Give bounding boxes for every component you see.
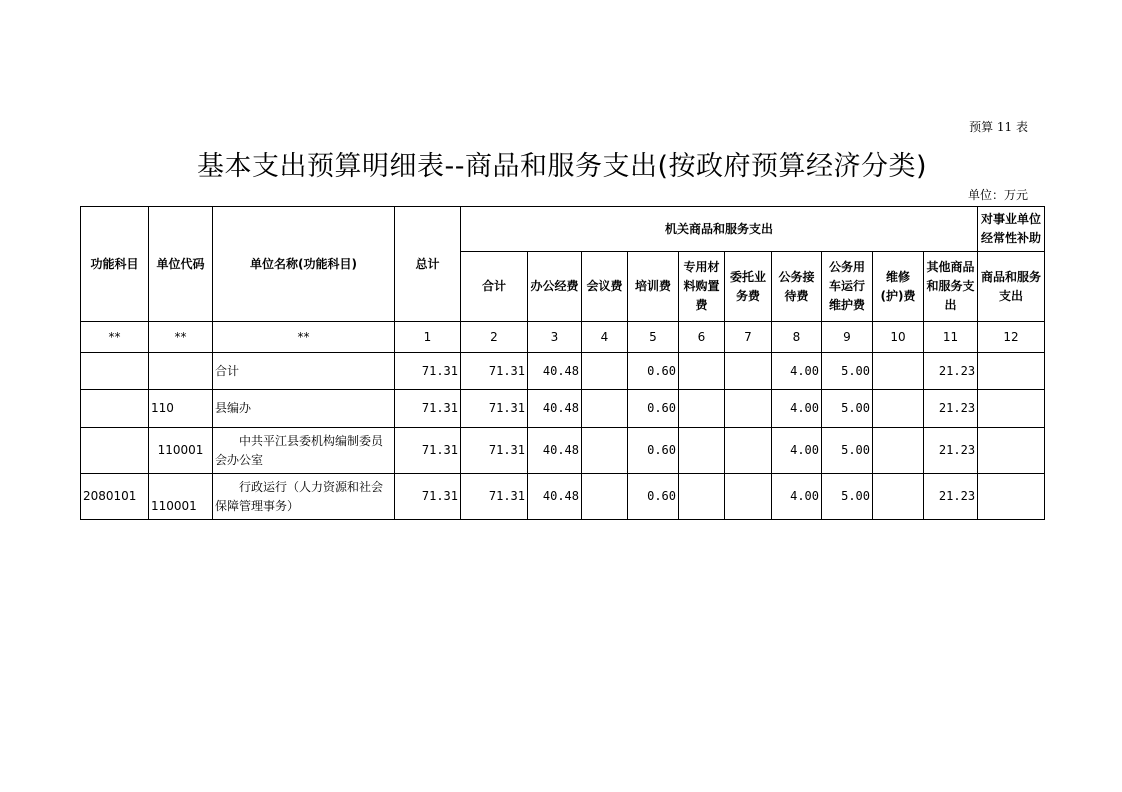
index-cell: 10 xyxy=(873,322,924,353)
cell-name: 合计 xyxy=(213,353,395,390)
cell-value xyxy=(725,428,772,474)
cell-value xyxy=(725,390,772,428)
cell-value: 40.48 xyxy=(528,474,582,520)
table-row xyxy=(81,428,1045,474)
cell-value: 71.31 xyxy=(461,428,528,474)
header-unit-name: 单位名称(功能科目) xyxy=(213,207,395,322)
header-col: 会议费 xyxy=(582,252,628,322)
cell-func: 2080101 xyxy=(81,474,149,520)
index-cell: 11 xyxy=(924,322,978,353)
unit-label: 单位：万元 xyxy=(967,188,1028,202)
cell-value: 21.23 xyxy=(924,474,978,520)
cell-value: 4.00 xyxy=(772,353,822,390)
cell-value: 71.31 xyxy=(461,353,528,390)
cell-value xyxy=(873,390,924,428)
index-cell: 12 xyxy=(978,322,1045,353)
cell-value: 71.31 xyxy=(461,390,528,428)
index-cell: ** xyxy=(149,322,213,353)
index-cell: 1 xyxy=(395,322,461,353)
cell-value xyxy=(873,353,924,390)
cell-value: 71.31 xyxy=(395,474,461,520)
cell-func xyxy=(81,353,149,390)
cell-name: 中共平江县委机构编制委员会办公室 xyxy=(213,428,395,474)
cell-func xyxy=(81,428,149,474)
cell-value xyxy=(978,390,1045,428)
cell-value: 40.48 xyxy=(528,428,582,474)
index-cell: ** xyxy=(81,322,149,353)
cell-code: 110001 xyxy=(149,474,213,520)
cell-value: 21.23 xyxy=(924,428,978,474)
cell-name: 县编办 xyxy=(213,390,395,428)
cell-value xyxy=(873,474,924,520)
header-col: 维修(护)费 xyxy=(873,252,924,322)
index-cell: 9 xyxy=(822,322,873,353)
cell-code: 110 xyxy=(149,390,213,428)
budget-table xyxy=(80,206,1045,520)
cell-value: 4.00 xyxy=(772,428,822,474)
cell-value: 0.60 xyxy=(628,428,679,474)
cell-value: 0.60 xyxy=(628,474,679,520)
cell-value: 40.48 xyxy=(528,390,582,428)
index-row xyxy=(81,322,1045,353)
table-row xyxy=(81,353,1045,390)
cell-value: 5.00 xyxy=(822,474,873,520)
header-row-1 xyxy=(81,207,1045,252)
header-col: 公务用车运行维护费 xyxy=(822,252,873,322)
header-func-subject: 功能科目 xyxy=(81,207,149,322)
cell-value xyxy=(582,474,628,520)
cell-name: 行政运行（人力资源和社会保障管理事务） xyxy=(213,474,395,520)
cell-value: 0.60 xyxy=(628,353,679,390)
cell-value: 71.31 xyxy=(461,474,528,520)
cell-value: 21.23 xyxy=(924,390,978,428)
cell-value: 4.00 xyxy=(772,474,822,520)
header-subsidy-top: 对事业单位经常性补助 xyxy=(978,207,1045,252)
index-cell: 2 xyxy=(461,322,528,353)
cell-value: 71.31 xyxy=(395,428,461,474)
cell-value xyxy=(679,390,725,428)
header-col: 培训费 xyxy=(628,252,679,322)
page-title: 基本支出预算明细表--商品和服务支出(按政府预算经济分类) xyxy=(196,151,928,182)
cell-value xyxy=(978,474,1045,520)
header-col: 委托业务费 xyxy=(725,252,772,322)
header-col: 专用材料购置费 xyxy=(679,252,725,322)
header-col: 办公经费 xyxy=(528,252,582,322)
form-number: 预算 11 表 xyxy=(969,120,1028,134)
cell-value xyxy=(582,353,628,390)
cell-value xyxy=(725,474,772,520)
index-cell: 5 xyxy=(628,322,679,353)
index-cell: 8 xyxy=(772,322,822,353)
header-col: 合计 xyxy=(461,252,528,322)
cell-value: 21.23 xyxy=(924,353,978,390)
index-cell: 4 xyxy=(582,322,628,353)
cell-value: 5.00 xyxy=(822,353,873,390)
header-group: 机关商品和服务支出 xyxy=(461,207,978,252)
cell-value xyxy=(725,353,772,390)
cell-value xyxy=(582,428,628,474)
header-subsidy-bottom: 商品和服务支出 xyxy=(978,252,1045,322)
cell-value xyxy=(582,390,628,428)
cell-value: 0.60 xyxy=(628,390,679,428)
header-unit-code: 单位代码 xyxy=(149,207,213,322)
cell-value: 5.00 xyxy=(822,390,873,428)
header-total: 总计 xyxy=(395,207,461,322)
cell-value xyxy=(679,474,725,520)
table-row xyxy=(81,390,1045,428)
cell-value xyxy=(978,353,1045,390)
cell-value: 40.48 xyxy=(528,353,582,390)
cell-value xyxy=(679,428,725,474)
cell-value xyxy=(679,353,725,390)
cell-value: 71.31 xyxy=(395,390,461,428)
header-col: 公务接待费 xyxy=(772,252,822,322)
cell-value xyxy=(873,428,924,474)
index-cell: 7 xyxy=(725,322,772,353)
cell-code xyxy=(149,353,213,390)
cell-code: 110001 xyxy=(149,428,213,474)
index-cell: ** xyxy=(213,322,395,353)
cell-value: 4.00 xyxy=(772,390,822,428)
cell-value: 71.31 xyxy=(395,353,461,390)
header-col: 其他商品和服务支出 xyxy=(924,252,978,322)
cell-value xyxy=(978,428,1045,474)
index-cell: 3 xyxy=(528,322,582,353)
cell-func xyxy=(81,390,149,428)
cell-value: 5.00 xyxy=(822,428,873,474)
index-cell: 6 xyxy=(679,322,725,353)
table-row xyxy=(81,474,1045,520)
